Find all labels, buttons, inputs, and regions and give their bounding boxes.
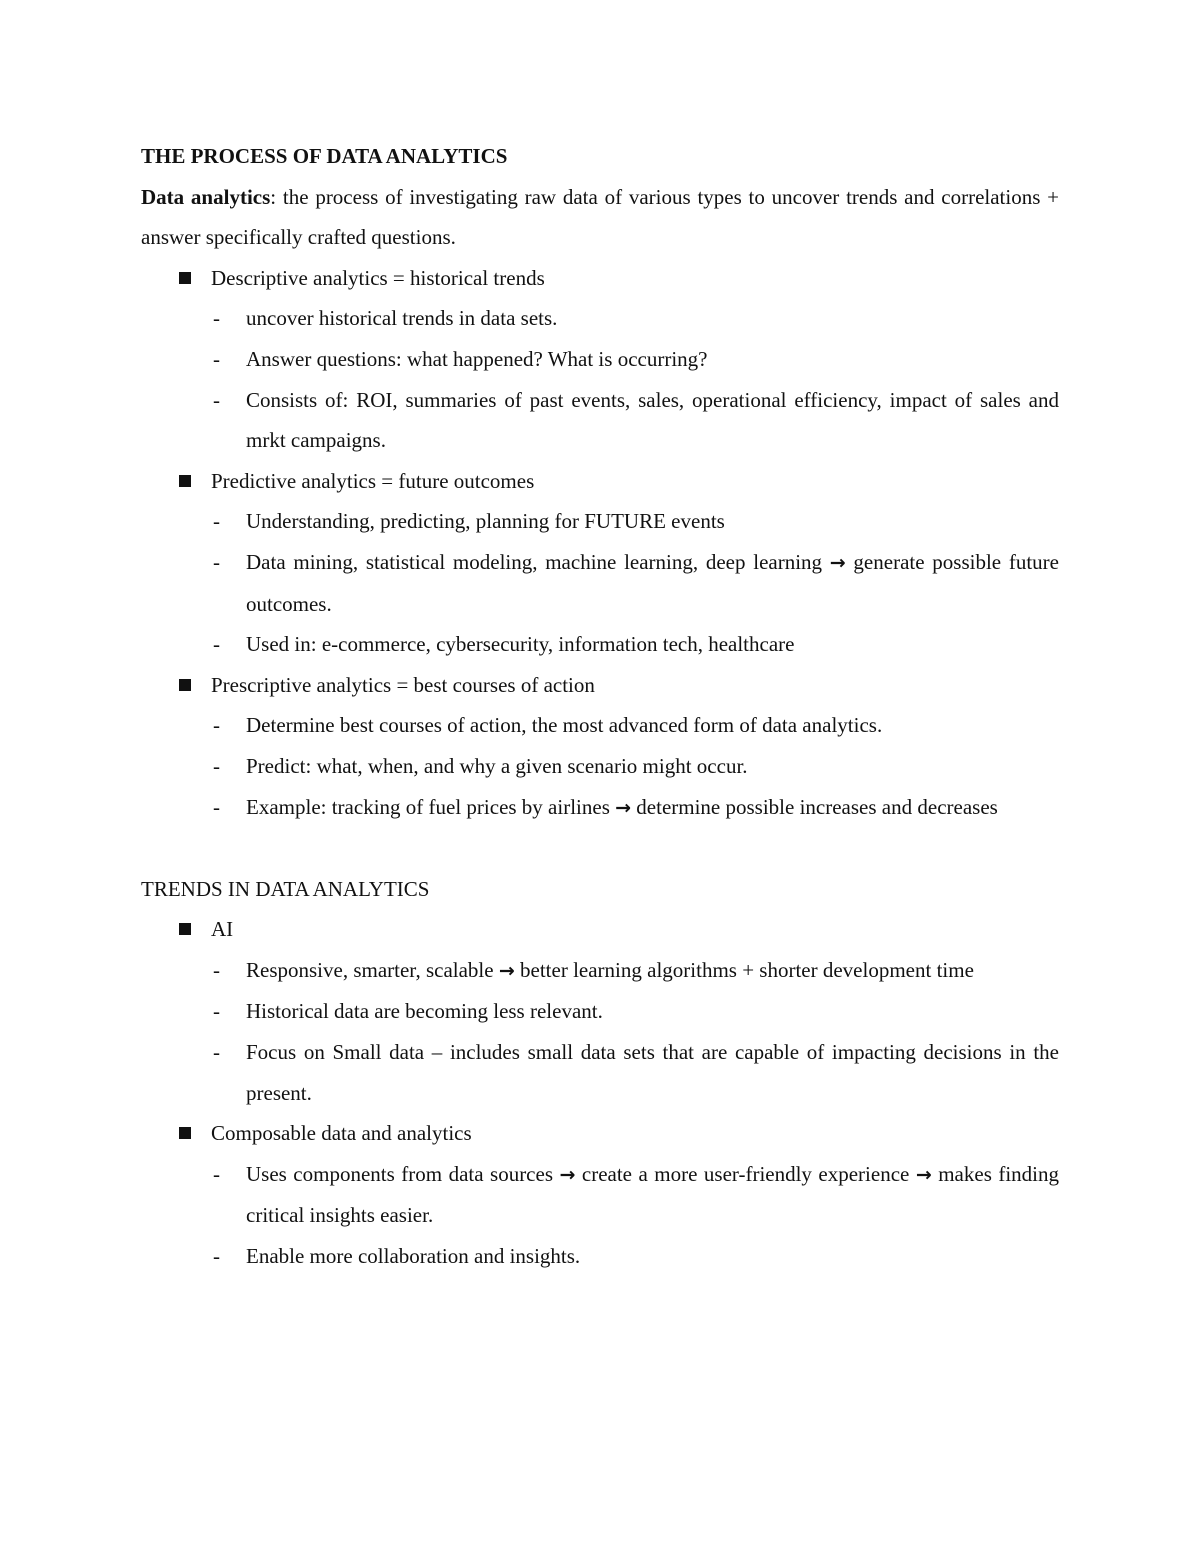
square-bullet-icon (179, 1127, 191, 1139)
bullet-prescriptive (141, 665, 1059, 706)
list-item (141, 705, 1059, 746)
bullet-composable (141, 1113, 1059, 1154)
dash-marker: - (213, 346, 220, 371)
list-item-text: Example: tracking of fuel prices by airlines (246, 794, 616, 819)
dash-marker: - (213, 387, 220, 412)
arrow-right-icon: → (915, 1163, 932, 1186)
square-bullet-icon (179, 272, 191, 284)
list-item (141, 298, 1059, 339)
list-item-text: Uses components from data sources (246, 1161, 560, 1186)
dash-marker: - (213, 1161, 220, 1186)
section-title-trends: TRENDS IN DATA ANALYTICS (141, 876, 430, 901)
list-item-text: Historical data are becoming less relevant. (246, 999, 603, 1024)
dash-marker: - (213, 632, 220, 657)
dash-marker: - (213, 509, 220, 534)
list-item-text: better learning algorithms + shorter development time (514, 957, 974, 982)
list-item-text: uncover historical trends in data sets. (246, 306, 558, 331)
square-bullet-icon (179, 475, 191, 487)
definition-text: : the process of investigating raw data of various types to uncover trends and correlations + answer specifically crafted questions. (141, 184, 1060, 250)
square-bullet-icon (179, 679, 191, 691)
definition-term: Data analytics (141, 184, 271, 209)
arrow-right-icon: → (829, 551, 846, 574)
list-item (141, 787, 1059, 829)
bullet-label: Descriptive analytics = historical trends (211, 265, 545, 290)
list-item (141, 1032, 1059, 1113)
arrow-right-icon: → (615, 796, 632, 819)
list-item-text: Responsive, smarter, scalable (246, 957, 499, 982)
dash-marker: - (213, 957, 220, 982)
bullet-ai (141, 909, 1059, 950)
bullet-label: Composable data and analytics (211, 1121, 472, 1146)
bullet-label: Predictive analytics = future outcomes (211, 468, 535, 493)
list-item-text: Focus on Small data – includes small data sets that are capable of impacting decisions in the present. (246, 1040, 1059, 1105)
list-item-text: Data mining, statistical modeling, machine learning, deep learning (246, 549, 830, 574)
list-item (141, 339, 1059, 380)
document-page (141, 136, 1059, 1277)
list-item-text: makes finding critical insights easier. (246, 1161, 1060, 1228)
arrow-right-icon: → (498, 959, 515, 982)
list-item-text: create a more user-friendly experience (575, 1161, 916, 1186)
list-item (141, 746, 1059, 787)
list-item (141, 624, 1059, 665)
dash-marker: - (213, 753, 220, 778)
list-item-text: Answer questions: what happened? What is occurring? (246, 346, 708, 371)
dash-marker: - (213, 1244, 220, 1269)
list-item (141, 1154, 1059, 1236)
bullet-label: Prescriptive analytics = best courses of action (211, 672, 595, 697)
list-item (141, 501, 1059, 542)
dash-marker: - (213, 306, 220, 331)
list-item-text: Determine best courses of action, the most advanced form of data analytics. (246, 713, 883, 738)
list-item-text: determine possible increases and decreases (631, 794, 998, 819)
bullet-predictive (141, 461, 1059, 502)
dash-marker: - (213, 713, 220, 738)
list-item-text: Enable more collaboration and insights. (246, 1244, 581, 1269)
definition-paragraph (141, 177, 1059, 258)
square-bullet-icon (179, 923, 191, 935)
section-spacer (141, 828, 1059, 869)
list-item-text: Predict: what, when, and why a given scenario might occur. (246, 753, 748, 778)
dash-marker: - (213, 549, 220, 574)
list-item-text: generate possible future outcomes. (246, 549, 1059, 616)
list-item-text: Used in: e-commerce, cybersecurity, information tech, healthcare (246, 632, 795, 657)
list-item-text: Consists of: ROI, summaries of past events, sales, operational efficiency, impact of sales and mrkt campaigns. (246, 387, 1059, 453)
list-item (141, 1236, 1059, 1277)
list-item (141, 542, 1059, 624)
arrow-right-icon: → (559, 1163, 576, 1186)
bullet-label: AI (211, 917, 234, 942)
dash-marker: - (213, 1040, 220, 1065)
bullet-descriptive (141, 258, 1059, 299)
dash-marker: - (213, 999, 220, 1024)
list-item (141, 950, 1059, 992)
list-item (141, 991, 1059, 1032)
dash-marker: - (213, 794, 220, 819)
list-item (141, 380, 1059, 461)
list-item-text: Understanding, predicting, planning for FUTURE events (246, 509, 725, 534)
section-title-process: THE PROCESS OF DATA ANALYTICS (141, 144, 508, 168)
